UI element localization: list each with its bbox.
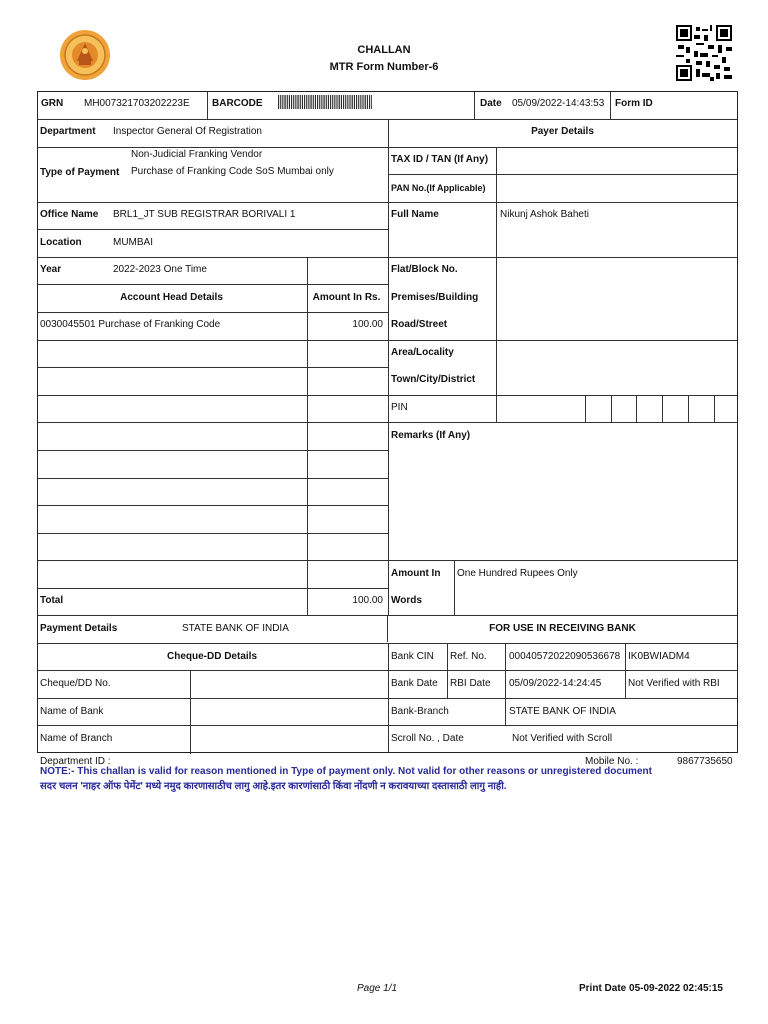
grn-label: GRN: [41, 98, 64, 109]
pan-label: PAN No.(If Applicable): [391, 183, 486, 193]
department-id-label: Department ID :: [40, 756, 111, 767]
road-street-label: Road/Street: [391, 319, 448, 330]
department-label: Department: [40, 126, 96, 137]
cheque-no-label: Cheque/DD No.: [40, 678, 111, 689]
account-amount: 100.00: [352, 319, 383, 330]
remarks-label: Remarks (If Any): [391, 430, 471, 441]
pin-label: PIN: [391, 402, 408, 413]
type-of-payment-line2: Purchase of Franking Code SoS Mumbai only: [131, 166, 334, 177]
total-value: 100.00: [352, 595, 383, 606]
cheque-dd-header: Cheque-DD Details: [166, 651, 257, 662]
page-number: Page 1/1: [357, 983, 398, 994]
total-label: Total: [40, 595, 64, 606]
office-name-label: Office Name: [40, 209, 99, 220]
full-name-label: Full Name: [391, 209, 439, 220]
type-of-payment-label: Type of Payment: [40, 167, 120, 178]
words-label: Words: [391, 595, 422, 606]
name-of-branch-label: Name of Branch: [40, 733, 113, 744]
type-of-payment-line1: Non-Judicial Franking Vendor: [131, 149, 263, 160]
department-value: Inspector General Of Registration: [113, 126, 262, 137]
scroll-no-label: Scroll No. , Date: [391, 733, 464, 744]
date-label: Date: [480, 98, 502, 109]
barcode: |||||||||||||||||||||||||||||||||||||||||||||||||||: [277, 94, 372, 110]
flat-block-label: Flat/Block No.: [391, 264, 458, 275]
form-id-label: Form ID: [615, 98, 653, 109]
account-head-row: 0030045501 Purchase of Franking Code: [40, 319, 221, 330]
payer-details-header: Payer Details: [531, 126, 594, 137]
location-label: Location: [40, 237, 82, 248]
town-city-label: Town/City/District: [391, 374, 476, 385]
ref-no-label: Ref. No.: [450, 651, 487, 662]
year-value: 2022-2023 One Time: [113, 264, 207, 275]
amount-in-label: Amount In: [391, 568, 441, 579]
ref-code-value: IK0BWIADM4: [628, 651, 690, 662]
rbi-date-label: RBI Date: [450, 678, 491, 689]
amount-in-words-value: One Hundred Rupees Only: [457, 568, 578, 579]
location-value: MUMBAI: [113, 237, 153, 248]
bank-branch-value: STATE BANK OF INDIA: [509, 706, 616, 717]
payment-details-value: STATE BANK OF INDIA: [182, 623, 289, 634]
payment-details-label: Payment Details: [40, 623, 118, 634]
validity-note: NOTE:- This challan is valid for reason mentioned in Type of payment only. Not valid for other reasons or unregistered document: [40, 766, 652, 777]
bank-cin-label: Bank CIN: [391, 651, 434, 662]
account-head-header: Account Head Details: [120, 292, 223, 303]
amount-header: Amount In Rs.: [312, 292, 381, 303]
print-date: Print Date 05-09-2022 02:45:15: [579, 983, 723, 994]
year-label: Year: [40, 264, 62, 275]
form-number: MTR Form Number-6: [329, 61, 439, 73]
mobile-value: 9867735650: [677, 756, 733, 767]
scroll-value: Not Verified with Scroll: [512, 733, 613, 744]
grn-value: MH007321703202223E: [84, 98, 190, 109]
bank-date-label: Bank Date: [391, 678, 438, 689]
receiving-bank-header: FOR USE IN RECEIVING BANK: [489, 623, 636, 634]
name-of-bank-label: Name of Bank: [40, 706, 104, 717]
premises-label: Premises/Building: [391, 292, 479, 303]
bank-branch-label: Bank-Branch: [391, 706, 449, 717]
date-value: 05/09/2022-14:43:53: [512, 98, 605, 109]
office-name-value: BRL1_JT SUB REGISTRAR BORIVALI 1: [113, 209, 296, 220]
area-locality-label: Area/Locality: [391, 347, 454, 358]
barcode-label: BARCODE: [212, 98, 263, 109]
ref-no-value: 00040572022090536678: [509, 651, 621, 662]
rbi-date-value: 05/09/2022-14:24:45: [509, 678, 602, 689]
rbi-status-value: Not Verified with RBI: [628, 678, 720, 689]
mobile-label: Mobile No. :: [585, 756, 639, 767]
tax-id-label: TAX ID / TAN (If Any): [391, 154, 489, 165]
marathi-note: सदर चलन 'नाहर ऑफ पेमेंट' मध्ये नमुद कारणासाठीच लागु आहे.इतर कारणांसाठी किंवा नोंदणी न करावयाच्या दस्तासाठी लागु नाही.: [40, 781, 507, 792]
document-title: CHALLAN: [357, 44, 411, 56]
full-name-value: Nikunj Ashok Baheti: [500, 209, 589, 220]
